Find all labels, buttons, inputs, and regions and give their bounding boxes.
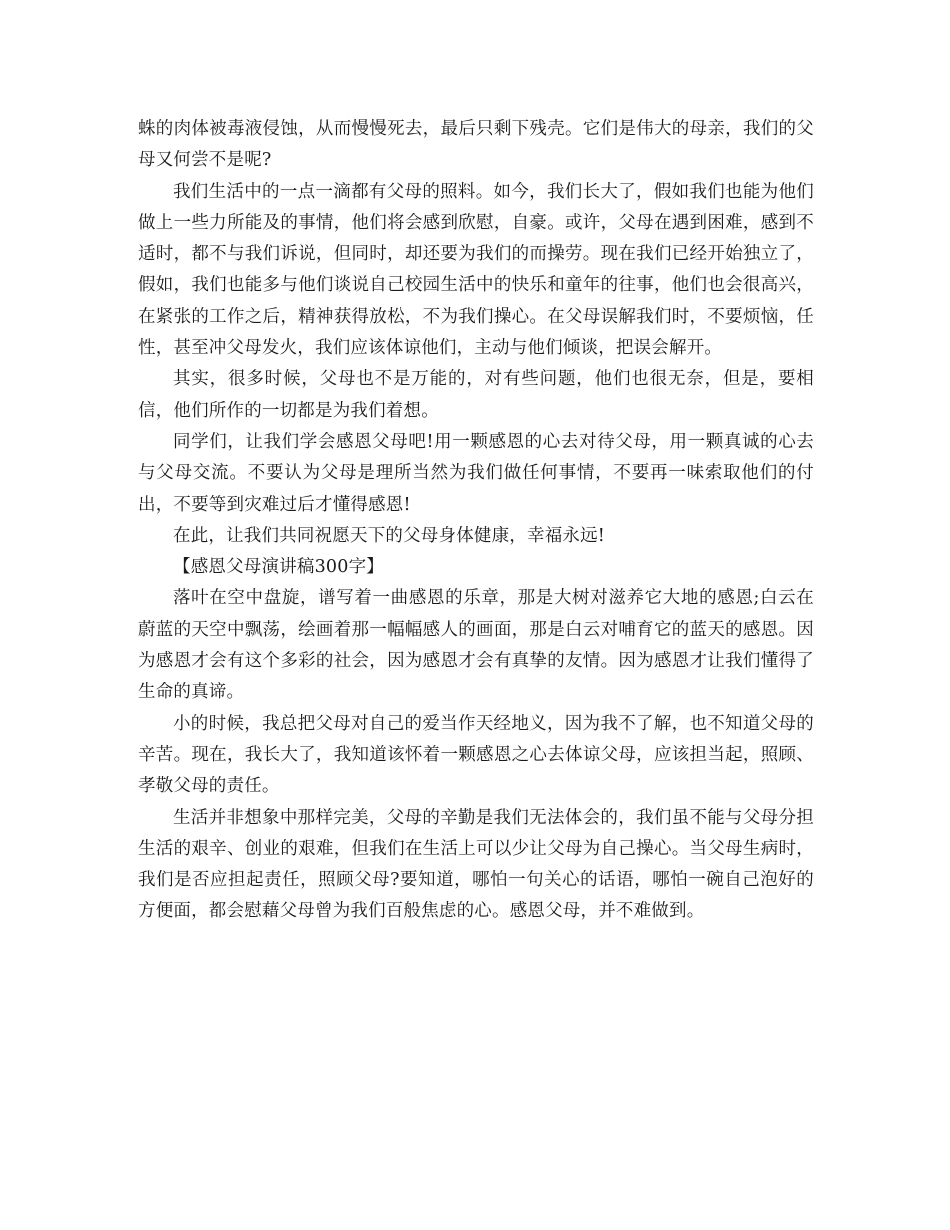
paragraph: 小的时候，我总把父母对自己的爱当作天经地义，因为我不了解，也不知道父母的辛苦。现在，我长大了，我知道该怀着一颗感恩之心去体谅父母，应该担当起，照顾、孝敬父母的责任。 [138, 713, 814, 797]
paragraph: 在此，让我们共同祝愿天下的父母身体健康，幸福永远! [173, 525, 606, 546]
paragraph: 落叶在空中盘旋，谱写着一曲感恩的乐章，那是大树对滋养它大地的感恩;白云在蔚蓝的天空中飘荡，绘画着那一幅幅感人的画面，那是白云对哺育它的蓝天的感恩。因为感恩才会有这个多彩的社会，因为感恩才会有真挚的友情。因为感恩才让我们懂得了生命的真谛。 [138, 588, 814, 703]
paragraph: 生活并非想象中那样完美，父母的辛勤是我们无法体会的，我们虽不能与父母分担生活的艰辛、创业的艰难，但我们在生活上可以少让父母为自己操心。当父母生病时，我们是否应担起责任，照顾父母?要知道，哪怕一句关心的话语，哪怕一碗自己泡好的方便面，都会慰藉父母曾为我们百般焦虑的心。感恩父母，并不难做到。 [138, 807, 814, 922]
paragraph: 其实，很多时候，父母也不是万能的，对有些问题，他们也很无奈，但是，要相信，他们所作的一切都是为我们着想。 [138, 369, 814, 421]
paragraph: 同学们，让我们学会感恩父母吧!用一颗感恩的心去对待父母，用一颗真诚的心去与父母交流。不要认为父母是理所当然为我们做任何事情，不要再一味索取他们的付出，不要等到灾难过后才懂得感恩! [138, 431, 814, 515]
section-heading: 【感恩父母演讲稿300字】 [173, 557, 385, 578]
paragraph: 我们生活中的一点一滴都有父母的照料。如今，我们长大了，假如我们也能为他们做上一些力所能及的事情，他们将会感到欣慰，自豪。或许，父母在遇到困难，感到不适时，都不与我们诉说，但同时，却还要为我们的而操劳。现在我们已经开始独立了，假如，我们也能多与他们谈说自己校园生活中的快乐和童年的往事，他们也会很高兴，在紧张的工作之后，精神获得放松，不为我们操心。在父母误解我们时，不要烦恼，任性，甚至冲父母发火，我们应该体谅他们，主动与他们倾谈，把误会解开。 [138, 181, 814, 359]
document-body [138, 114, 814, 928]
paragraph-continuation: 蛛的肉体被毒液侵蚀，从而慢慢死去，最后只剩下残壳。它们是伟大的母亲，我们的父母又何尝不是呢? [138, 119, 814, 171]
